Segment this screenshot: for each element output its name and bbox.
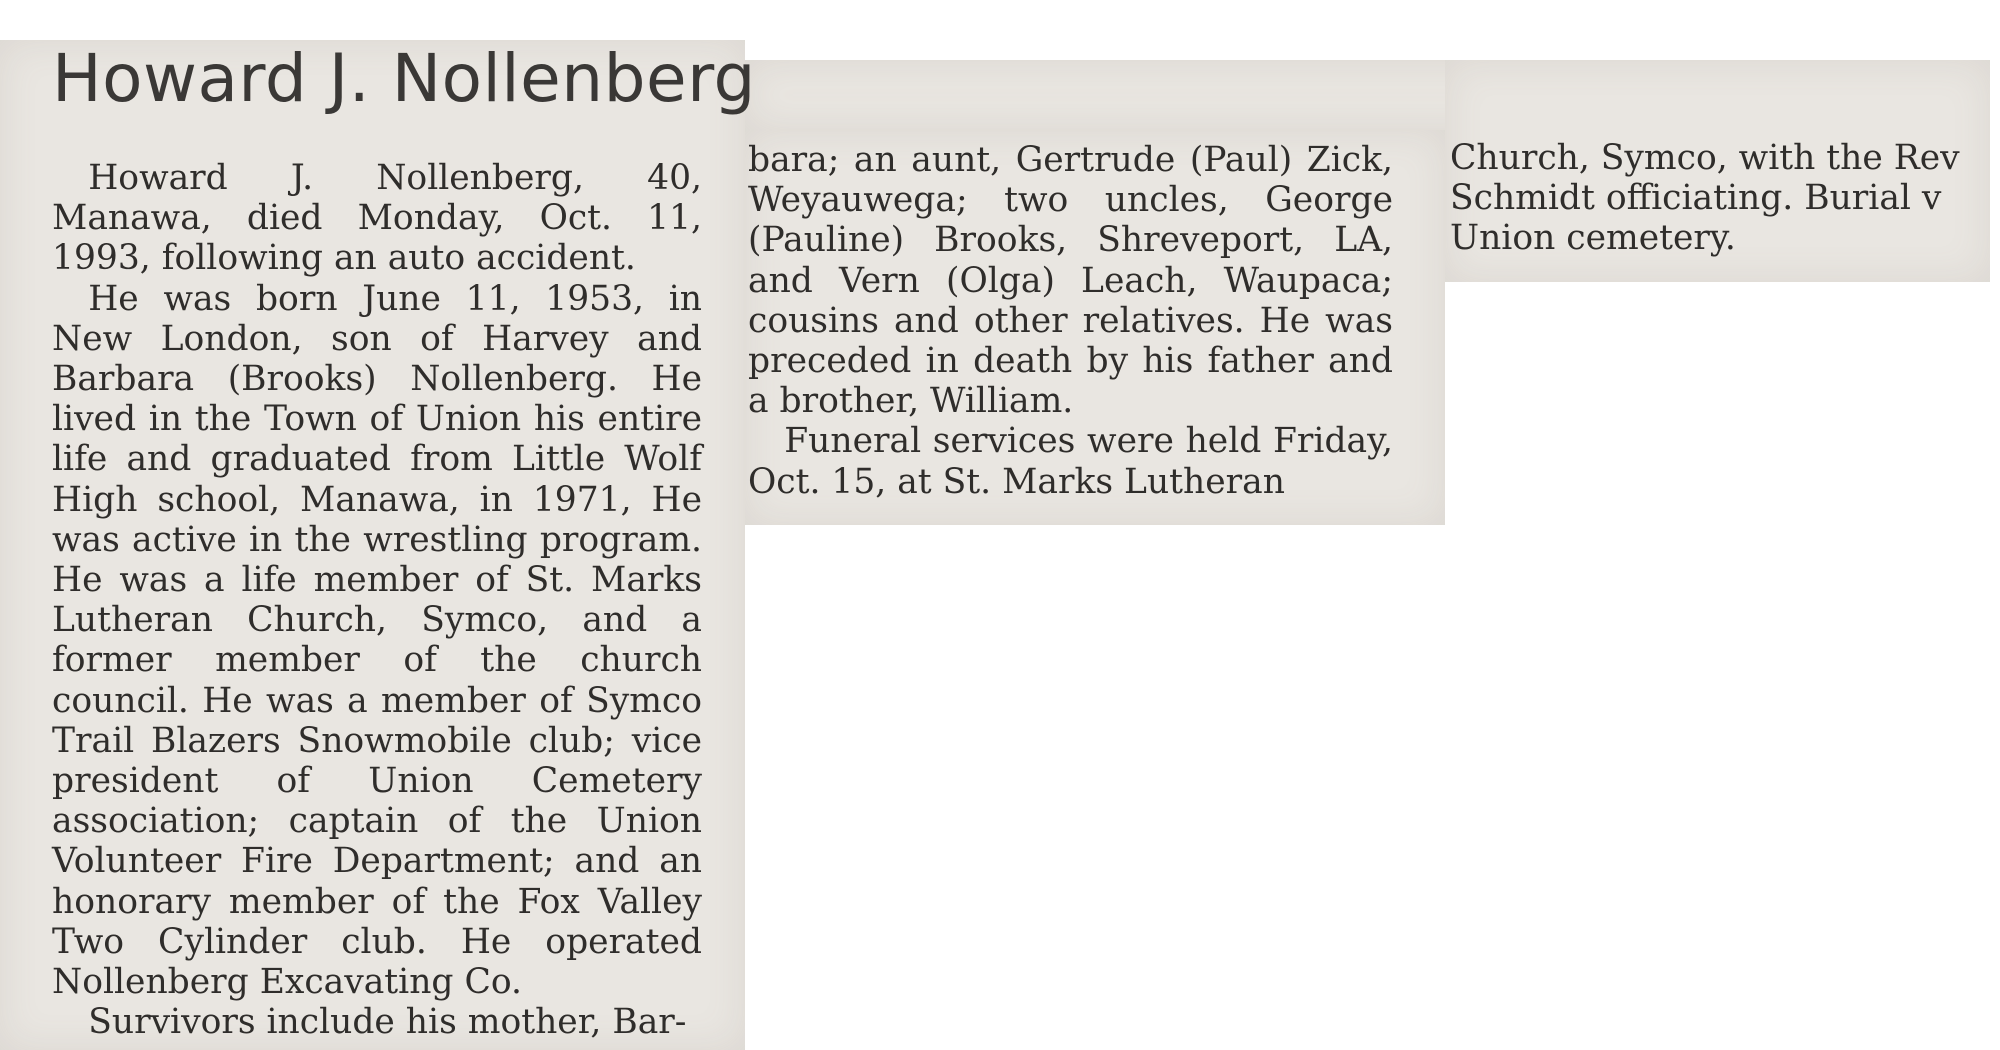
paragraph-funeral-start: Funeral services were held Friday, Oct. 15, at St. Marks Lutheran (748, 421, 1393, 502)
funeral-line-1: Church, Symco, with the Rev (1450, 138, 1960, 178)
funeral-line-3: Union cemetery. (1450, 218, 1736, 259)
obituary-column-1 (52, 158, 702, 1042)
obituary-column-2 (748, 140, 1393, 502)
paragraph-death-notice: Howard J. Nollenberg, 40, Manawa, died Monday, Oct. 11, 1993, following an auto accident. (52, 158, 702, 279)
obituary-headline: Howard J. Nollenberg (52, 40, 756, 117)
paragraph-survivors-start: Survivors include his mother, Bar- (88, 1002, 687, 1043)
obituary-column-3 (1450, 138, 2000, 259)
funeral-line-2: Schmidt officiating. Burial v (1450, 178, 1942, 219)
paragraph-survivors-cont: bara; an aunt, Gertrude (Paul) Zick, Weyauwega; two uncles, George (Pauline) Brooks, Shreveport, LA, and Vern (Olga) Leach, Waupaca; cousins and other relatives. He was preceded in death by his father and a brother, William. (748, 140, 1393, 422)
paragraph-biography: He was born June 11, 1953, in New London, son of Harvey and Barbara (Brooks) Nollenberg. He lived in the Town of Union his entire life and graduated from Little Wolf High school, Manawa, in 1971, He was active in the wrestling program. He was a life member of St. Marks Lutheran Church, Symco, and a former member of the church council. He was a member of Symco Trail Blazers Snowmobile club; vice president of Union Cemetery association; captain of the Union Volunteer Fire Department; and an honorary member of the Fox Valley Two Cylinder club. He operated Nollenberg Excavating Co. (52, 278, 702, 1003)
